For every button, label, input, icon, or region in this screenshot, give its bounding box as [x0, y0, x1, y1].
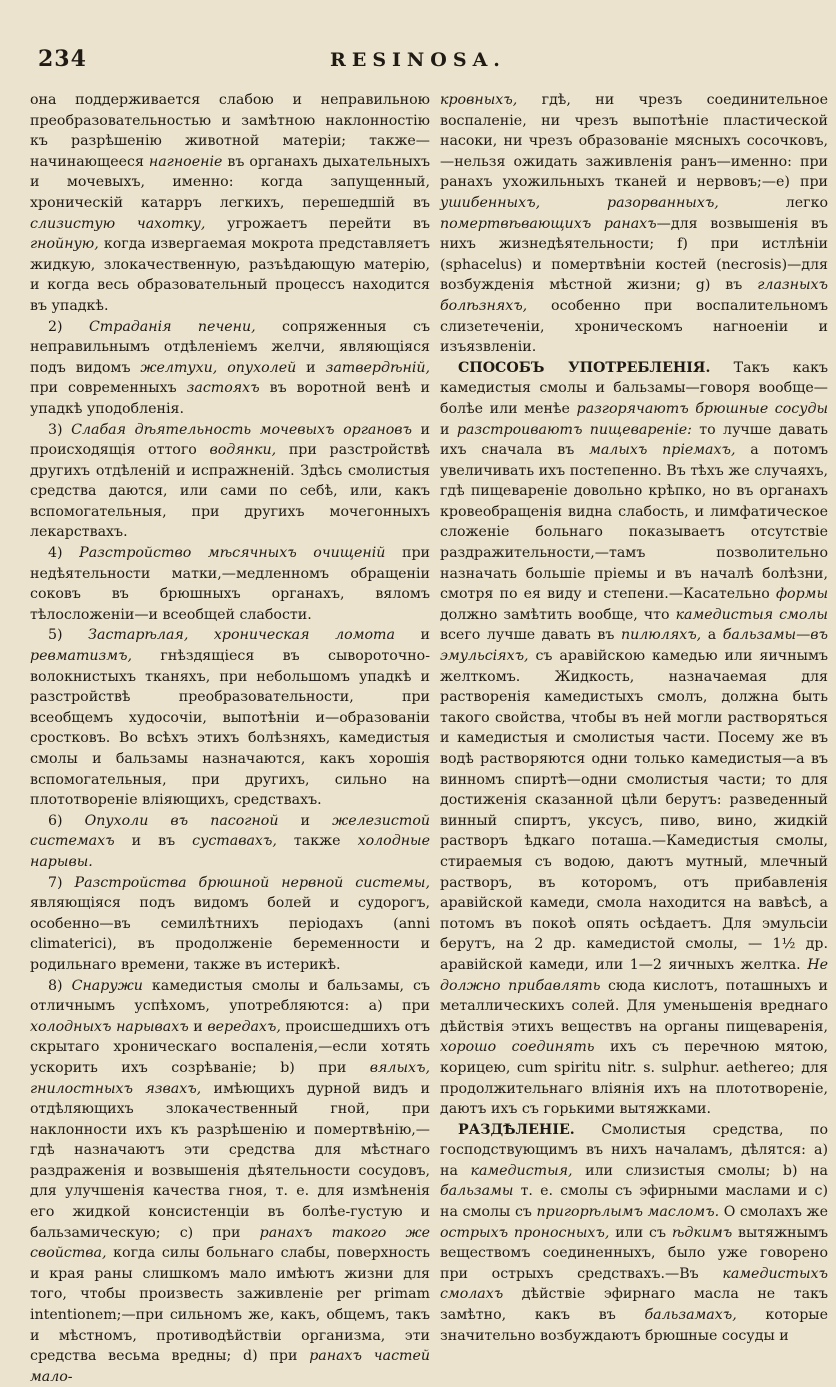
- page-header: [0, 0, 836, 90]
- right-paragraph-1: кровныхъ, гдѣ, ни чрезъ соединительное воспаленіе, ни чрезъ выпотѣніе пластической насоки, ни чрезъ образованіе мясныхъ сосочковъ,—нельзя ожидать заживленія ранъ—именно: при ранахъ ухожильныхъ тканей и нервовъ;—е) при ушибенныхъ, разорванныхъ, легко помертвѣвающихъ ранахъ—для возвышенія въ нихъ жизнедѣятельности; f) при истлѣніи (sphacelus) и помертвѣніи костей (necrosis)—для возбужденія мѣстной жизни; g) въ глазныхъ болѣзняхъ, особенно при воспалительномъ слизетеченіи, хроническомъ нагноеніи и изъязвленіи.: [440, 92, 828, 356]
- left-paragraph-6: 6) Опухоли въ пасогной и железистой системахъ и въ суставахъ, также холодные нарывы.: [30, 812, 430, 870]
- left-paragraph-8: 8) Снаружи камедистыя смолы и бальзамы, съ отличнымъ успѣхомъ, употребляются: а) при холодныхъ нарывахъ и вередахъ, происшедшихъ отъ скрытаго хроническаго воспаленія,—если хотять ускорить ихъ созрѣваніе; b) при вялыхъ, гнилостныхъ язвахъ, имѣющихъ дурной видъ и отдѣляющихъ злокачественный гной, при наклонности ихъ къ разрѣшенію и помертвѣнію,—гдѣ назначаютъ эти средства для мѣстнаго раздраженія и возвышенія дѣятельности сосудовъ, для улучшенія качества гноя, т. е. для измѣненія его жидкой консистенціи въ болѣе-густую и бальзамическую; c) при ранахъ такого же свойства, когда силы больнаго слабы, поверхность и края раны слишкомъ мало имѣютъ жизни для того, чтобы произвесть заживленіе per primam intentionem;—при сильномъ же, какъ, общемъ, такъ и мѣстномъ, противодѣйствіи организма, эти средства весьма вредны; d) при ранахъ частей мало-: [30, 977, 431, 1385]
- left-paragraph-5: 5) Застарѣлая, хроническая ломота и ревматизмъ, гнѣздящіеся въ сывороточно-волокнистыхъ тканяхъ, при небольшомъ упадкѣ и разстройствѣ преобразовательности, при всеобщемъ худосочіи, выпотѣніи и—образованіи сростковъ. Во всѣхъ этихъ болѣзняхъ, камедистыя смолы и бальзамы назначаются, какъ хорошія вспомогательныя, при другихъ, сильно на плототвореніе вліяющихъ, средствахъ.: [30, 627, 431, 809]
- page-number: 234: [38, 46, 87, 72]
- left-paragraph-7: 7) Разстройства брюшной нервной системы, являющіяся подъ видомъ болей и судорогъ, особенно—въ семилѣтнихъ періодахъ (anni climaterici), въ продолженіе беременности и родильнаго времени, также въ истерикѣ.: [30, 874, 430, 973]
- left-paragraph-1: она поддерживается слабою и неправильною преобразовательностью и замѣтною наклонностію къ разрѣшенію животной матеріи; также—начинающееся нагноеніе въ органахъ дыхательныхъ и мочевыхъ, именно: когда запущенный, хроническій катарръ легкихъ, перешедшій въ слизистую чахотку, угрожаетъ перейти въ гнойную, когда извергаемая мокрота представляетъ жидкую, злокачественную, разъѣдающую матерію, и когда весь образовательный процессъ находится въ упадкѣ.: [30, 92, 430, 314]
- left-paragraph-2: 2) Страданія печени, сопряженныя съ неправильнымъ отдѣленіемъ желчи, являющіяся подъ видомъ желтухи, опухолей и затвердѣній, при современныхъ застояхъ въ воротной венѣ и упадкѣ уподобленія.: [30, 318, 431, 417]
- right-paragraph-3: РАЗДѢЛЕНІЕ. Смолистыя средства, по господствующимъ въ нихъ началамъ, дѣлятся: а) на камедистыя, или слизистыя смолы; b) на бальзамы т. е. смолы съ эфирными маслами и c) на смолы съ пригорѣлымъ масломъ. О смолахъ же острыхъ проносныхъ, или съ ѣдкимъ вытяжнымъ веществомъ соединенныхъ, было уже говорено при острыхъ средствахъ.—Въ камедистыхъ смолахъ дѣйствіе эфирнаго масла не такъ замѣтно, какъ въ бальзамахъ, которые значительно возбуждаютъ брюшные сосуды и: [440, 1121, 828, 1344]
- right-column: [440, 90, 828, 1346]
- running-title: RESINOSA.: [330, 49, 506, 71]
- left-paragraph-4: 4) Разстройство мѣсячныхъ очищеній при недѣятельности матки,—медленномъ обращеніи соковъ въ брюшныхъ органахъ, вяломъ тѣлосложеніи—и всеобщей слабости.: [30, 545, 430, 623]
- right-paragraph-2: СПОСОБЪ УПОТРЕБЛЕНІЯ. Такъ какъ камедистыя смолы и бальзамы—говоря вообще—болѣе или менѣе разгорячаютъ брюшные сосуды и разстроиваютъ пищевареніе: то лучше давать ихъ сначала въ малыхъ пріемахъ, а потомъ увеличивать ихъ постепенно. Въ тѣхъ же случаяхъ, гдѣ пищевареніе довольно крѣпко, но въ органахъ кровеобращенія видна слабость, и лимфатическое сложеніе больнаго показываетъ отсутствіе раздражительности,—тамъ позволительно назначать большіе пріемы и въ началѣ болѣзни, смотря по ея виду и степени.—Касательно формы должно замѣтить вообще, что камедистыя смолы всего лучше давать въ пилюляхъ, а бальзамы—въ эмульсіяхъ, съ аравійскою камедью или яичнымъ желткомъ. Жидкость, назначаемая для растворенія камедистыхъ смолъ, должна быть такого свойства, чтобы въ ней могли растворяться и камедистыя и смолистыя части. Посему же въ водѣ растворяются одни только камедистыя—а въ винномъ спиртѣ—одни смолистыя части; то для достиженія сказанной цѣли берутъ: разведенный винный спиртъ, уксусъ, пиво, вино, жидкій растворъ ѣдкаго поташа.—Камедистыя смолы, стираемыя съ водою, даютъ мутный, млечный растворъ, въ которомъ, отъ прибавленія аравійской камеди, смола находится на вавѣсѣ, а потомъ въ покоѣ опять осѣдаетъ. Для эмульсіи берутъ, на 2 др. камедистой смолы, — 1½ др. аравійской камеди, или 1—2 яичныхъ желтка. Не должно прибавлять сюда кислотъ, поташныхъ и металлическихъ солей. Для уменьшенія вреднаго дѣйствія этихъ веществъ на органы пищеваренія, хорошо соединять ихъ съ перечною мятою, корицею, cum spiritu nitr. s. sulphur. aethereo; для продолжительнаго вліянія ихъ на плототвореніе, даютъ ихъ съ горькими вытяжками.: [440, 359, 829, 1118]
- left-column: [30, 90, 430, 1387]
- left-paragraph-3: 3) Слабая дѣятельность мочевыхъ органовъ и происходящія оттого водянки, при разстройствѣ другихъ отдѣленій и испражненій. Здѣсь смолистыя средства даются, или сами по себѣ, или, какъ вспомогательныя, при другихъ мочегонныхъ лекарствахъ.: [30, 421, 430, 541]
